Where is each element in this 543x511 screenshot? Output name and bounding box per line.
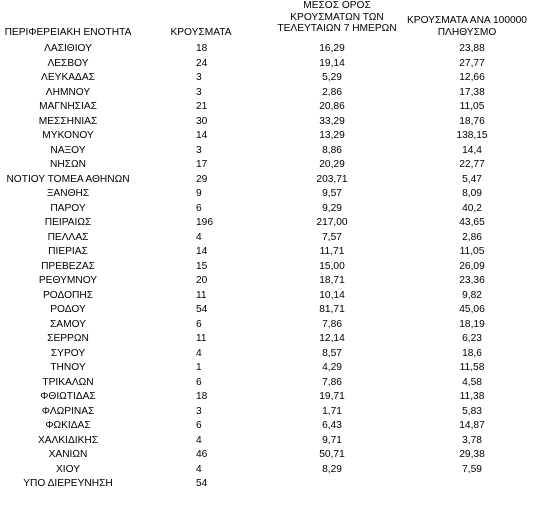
avg-7day-cell: 7,57 — [322, 231, 342, 243]
table-row — [0, 173, 543, 188]
per-100k-cell: 23,88 — [459, 43, 485, 54]
region-cell: ΣΑΜΟΥ — [50, 318, 86, 330]
table-row — [0, 318, 543, 333]
avg-7day-cell: 12,14 — [319, 333, 345, 344]
table-row — [0, 332, 543, 347]
avg-7day-cell: 217,00 — [316, 217, 348, 228]
cases-cell: 14 — [196, 246, 208, 257]
cases-cell: 196 — [196, 217, 213, 228]
region-cell: ΠΕΛΛΑΣ — [47, 231, 89, 243]
header-cases-per-100k — [397, 15, 537, 38]
table-body — [0, 42, 543, 492]
cases-cell: 20 — [196, 275, 208, 286]
avg-7day-cell: 16,29 — [319, 43, 345, 54]
avg-7day-cell: 7,86 — [322, 376, 342, 388]
avg-7day-cell: 20,86 — [319, 101, 345, 112]
region-cell: ΤΗΝΟΥ — [50, 362, 86, 373]
per-100k-cell: 18,19 — [459, 318, 485, 330]
header-avg-line-1: ΜΕΣΟΣ ΟΡΟΣ — [303, 0, 371, 11]
per-100k-cell: 23,36 — [459, 275, 485, 286]
region-cell: ΝΟΤΙΟΥ ΤΟΜΕΑ ΑΘΗΝΩΝ — [6, 173, 130, 185]
avg-7day-cell: 2,86 — [322, 86, 342, 98]
cases-cell: 29 — [196, 173, 208, 185]
table-row — [0, 419, 543, 434]
table-row — [0, 231, 543, 246]
header-cases-label: ΚΡΟΥΣΜΑΤΑ — [170, 27, 232, 38]
avg-7day-cell: 4,29 — [322, 362, 342, 373]
cases-cell: 17 — [196, 159, 208, 170]
cases-cell: 4 — [196, 434, 202, 446]
table-row — [0, 144, 543, 159]
table-row — [0, 86, 543, 101]
per-100k-cell: 22,77 — [459, 159, 485, 170]
per-100k-cell: 29,38 — [459, 449, 485, 460]
region-cell: ΡΟΔΟΥ — [50, 304, 86, 315]
region-cell: ΧΙΟΥ — [55, 463, 81, 475]
table-row — [0, 274, 543, 289]
header-region-label: ΠΕΡΙΦΕΡΕΙΑΚΗ ΕΝΟΤΗΤΑ — [4, 27, 132, 38]
table-row — [0, 376, 543, 391]
avg-7day-cell: 5,29 — [322, 72, 342, 83]
region-cell: ΠΙΕΡΙΑΣ — [48, 246, 88, 257]
region-cell: ΣΕΡΡΩΝ — [47, 333, 89, 344]
region-cell: ΝΑΞΟΥ — [50, 144, 86, 156]
cases-cell: 4 — [196, 231, 202, 243]
per-100k-cell: 7,59 — [462, 463, 482, 475]
avg-7day-cell: 7,86 — [322, 318, 342, 330]
region-cell: ΠΑΡΟΥ — [50, 202, 86, 214]
cases-cell: 54 — [196, 304, 208, 315]
cases-cell: 54 — [196, 478, 208, 489]
cases-cell: 6 — [196, 376, 202, 388]
per-100k-cell: 3,78 — [462, 434, 482, 446]
avg-7day-cell: 203,71 — [316, 173, 348, 185]
cases-cell: 46 — [196, 449, 208, 460]
header-per-line-2: ΠΛΗΘΥΣΜΟ — [437, 26, 497, 38]
cases-cell: 1 — [196, 362, 202, 373]
per-100k-cell: 17,38 — [459, 86, 485, 98]
region-cell: ΠΡΕΒΕΖΑΣ — [41, 260, 95, 272]
per-100k-cell: 11,05 — [459, 101, 485, 112]
header-avg-line-3: ΤΕΛΕΥΤΑΙΩΝ 7 ΗΜΕΡΩΝ — [277, 23, 397, 34]
cases-cell: 14 — [196, 130, 208, 141]
cases-cell: 3 — [196, 86, 202, 98]
avg-7day-cell: 33,29 — [319, 115, 345, 127]
region-cell: ΡΕΘΥΜΝΟΥ — [38, 275, 98, 286]
cases-cell: 30 — [196, 115, 208, 127]
region-cell: ΝΗΣΩΝ — [50, 159, 86, 170]
per-100k-cell: 26,09 — [459, 260, 485, 272]
per-100k-cell: 45,06 — [459, 304, 485, 315]
cases-cell: 3 — [196, 144, 202, 156]
avg-7day-cell: 8,57 — [322, 347, 342, 359]
per-100k-cell: 27,77 — [459, 57, 485, 69]
table-row — [0, 347, 543, 362]
table-row — [0, 477, 543, 492]
avg-7day-cell: 19,14 — [319, 57, 345, 69]
avg-7day-cell: 8,29 — [322, 463, 342, 475]
avg-7day-cell: 81,71 — [319, 304, 345, 315]
cases-cell: 9 — [196, 188, 202, 199]
cases-cell: 15 — [196, 260, 208, 272]
cases-cell: 6 — [196, 318, 202, 330]
region-cell: ΦΛΩΡΙΝΑΣ — [41, 405, 95, 417]
table-row — [0, 187, 543, 202]
avg-7day-cell: 13,29 — [319, 130, 345, 141]
region-cell: ΤΡΙΚΑΛΩΝ — [42, 376, 94, 388]
avg-7day-cell: 10,14 — [319, 289, 345, 301]
table-row — [0, 463, 543, 478]
per-100k-cell: 14,87 — [459, 420, 485, 431]
per-100k-cell: 5,47 — [462, 173, 482, 185]
region-cell: ΧΑΛΚΙΔΙΚΗΣ — [37, 434, 99, 446]
per-100k-cell: 9,82 — [462, 289, 482, 301]
avg-7day-cell: 8,86 — [322, 144, 342, 156]
header-avg-line-2: ΚΡΟΥΣΜΑΤΩΝ ΤΩΝ — [290, 11, 384, 23]
per-100k-cell: 18,76 — [459, 115, 485, 127]
region-cell: ΡΟΔΟΠΗΣ — [42, 289, 94, 301]
per-100k-cell: 12,66 — [459, 72, 485, 83]
per-100k-cell: 8,09 — [462, 188, 482, 199]
per-100k-cell: 40,2 — [462, 202, 482, 214]
per-100k-cell: 43,65 — [459, 217, 485, 228]
cases-cell: 6 — [196, 202, 202, 214]
table-row — [0, 71, 543, 86]
cases-cell: 11 — [196, 289, 207, 301]
avg-7day-cell: 6,43 — [322, 420, 342, 431]
table-row — [0, 405, 543, 420]
region-cell: ΣΥΡΟΥ — [50, 347, 86, 359]
region-cell: ΦΩΚΙΔΑΣ — [45, 420, 91, 431]
avg-7day-cell: 9,71 — [322, 434, 342, 446]
region-cell: ΜΕΣΣΗΝΙΑΣ — [38, 115, 98, 127]
per-100k-cell: 11,58 — [459, 362, 485, 373]
table-row — [0, 448, 543, 463]
header-cases — [158, 27, 244, 39]
table-row — [0, 129, 543, 144]
per-100k-cell: 138,15 — [456, 130, 488, 141]
avg-7day-cell: 19,71 — [319, 391, 345, 402]
region-cell: ΦΘΙΩΤΙΔΑΣ — [40, 391, 96, 402]
table-row — [0, 216, 543, 231]
header-region — [0, 27, 136, 39]
cases-cell: 4 — [196, 463, 202, 475]
table-row — [0, 42, 543, 57]
region-cell: ΛΗΜΝΟΥ — [45, 86, 91, 98]
avg-7day-cell: 11,71 — [319, 246, 345, 257]
per-100k-cell: 11,05 — [459, 246, 485, 257]
cases-cell: 24 — [196, 57, 208, 69]
cases-cell: 21 — [196, 101, 208, 112]
per-100k-cell: 4,58 — [462, 376, 482, 388]
region-cell: ΧΑΝΙΩΝ — [48, 449, 88, 460]
table-row — [0, 245, 543, 260]
per-100k-cell: 2,86 — [462, 231, 482, 243]
table-row — [0, 303, 543, 318]
avg-7day-cell: 9,29 — [322, 202, 342, 214]
region-cell: ΛΕΥΚΑΔΑΣ — [41, 72, 95, 83]
region-cell: ΠΕΙΡΑΙΩΣ — [44, 217, 92, 228]
table-row — [0, 260, 543, 275]
cases-cell: 18 — [196, 43, 208, 54]
cases-cell: 6 — [196, 420, 202, 431]
cases-cell: 4 — [196, 347, 202, 359]
table-row — [0, 115, 543, 130]
per-100k-cell: 18,6 — [462, 347, 482, 359]
avg-7day-cell — [272, 477, 392, 492]
table-row — [0, 57, 543, 72]
avg-7day-cell: 9,57 — [322, 188, 342, 199]
region-cell: ΜΥΚΟΝΟΥ — [42, 130, 94, 141]
cases-cell: 3 — [196, 405, 202, 417]
per-100k-cell: 14,4 — [462, 144, 482, 156]
table-row — [0, 434, 543, 449]
per-100k-cell — [412, 477, 532, 492]
avg-7day-cell: 15,00 — [319, 260, 345, 272]
region-cell: ΥΠΟ ΔΙΕΡΕΥΝΗΣΗ — [23, 478, 113, 489]
table-row — [0, 202, 543, 217]
header-per-line-1: ΚΡΟΥΣΜΑΤΑ ΑΝΑ 100000 — [407, 15, 527, 26]
per-100k-cell: 5,83 — [462, 405, 482, 417]
table-row — [0, 100, 543, 115]
table-row — [0, 289, 543, 304]
avg-7day-cell: 20,29 — [319, 159, 345, 170]
per-100k-cell: 6,23 — [462, 333, 482, 344]
cases-cell: 18 — [196, 391, 208, 402]
avg-7day-cell: 1,71 — [322, 405, 342, 417]
table-row — [0, 158, 543, 173]
region-cell: ΜΑΓΝΗΣΙΑΣ — [39, 101, 97, 112]
header-7day-average — [270, 0, 404, 35]
region-cell: ΛΑΣΙΘΙΟΥ — [44, 43, 92, 54]
per-100k-cell: 11,38 — [459, 391, 485, 402]
cases-cell: 3 — [196, 72, 202, 83]
table-row — [0, 390, 543, 405]
cases-cell: 11 — [196, 333, 207, 344]
avg-7day-cell: 50,71 — [319, 449, 345, 460]
avg-7day-cell: 18,71 — [319, 275, 345, 286]
region-cell: ΛΕΣΒΟΥ — [47, 57, 89, 69]
table-row — [0, 361, 543, 376]
region-cell: ΞΑΝΘΗΣ — [46, 188, 90, 199]
